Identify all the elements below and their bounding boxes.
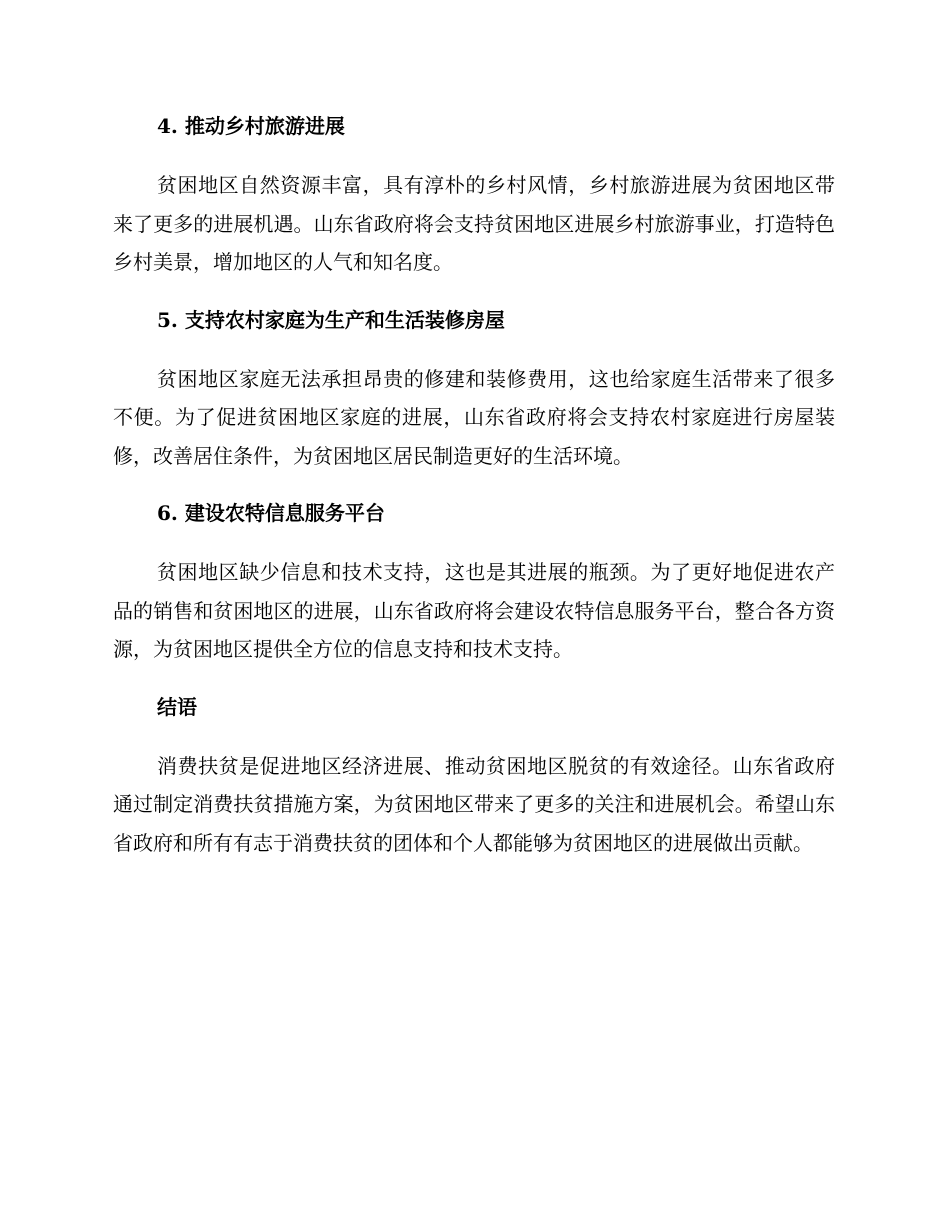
conclusion-heading: 结语 xyxy=(157,694,197,719)
document-page xyxy=(113,108,835,862)
section-heading-5: 5. 支持农村家庭为生产和生活装修房屋 xyxy=(157,307,505,332)
conclusion-paragraph: 消费扶贫是促进地区经济进展、推动贫困地区脱贫的有效途径。山东省政府通过制定消费扶贫措施方案，为贫困地区带来了更多的关注和进展机会。希望山东省政府和所有有志于消费扶贫的团体和个人都能够为贫困地区的进展做出贡献。 xyxy=(113,753,835,855)
section-paragraph-6: 贫困地区缺少信息和技术支持，这也是其进展的瓶颈。为了更好地促进农产品的销售和贫困地区的进展，山东省政府将会建设农特信息服务平台，整合各方资源，为贫困地区提供全方位的信息支持和技术支持。 xyxy=(113,560,835,661)
section-paragraph-4: 贫困地区自然资源丰富，具有淳朴的乡村风情，乡村旅游进展为贫困地区带来了更多的进展机遇。山东省政府将会支持贫困地区进展乡村旅游事业，打造特色乡村美景，增加地区的人气和知名度。 xyxy=(113,173,835,274)
section-paragraph-5: 贫困地区家庭无法承担昂贵的修建和装修费用，这也给家庭生活带来了很多不便。为了促进贫困地区家庭的进展，山东省政府将会支持农村家庭进行房屋装修，改善居住条件，为贫困地区居民制造更好的生活环境。 xyxy=(113,366,835,468)
section-heading-4: 4. 推动乡村旅游进展 xyxy=(157,114,345,138)
section-heading-6: 6. 建设农特信息服务平台 xyxy=(157,501,385,525)
